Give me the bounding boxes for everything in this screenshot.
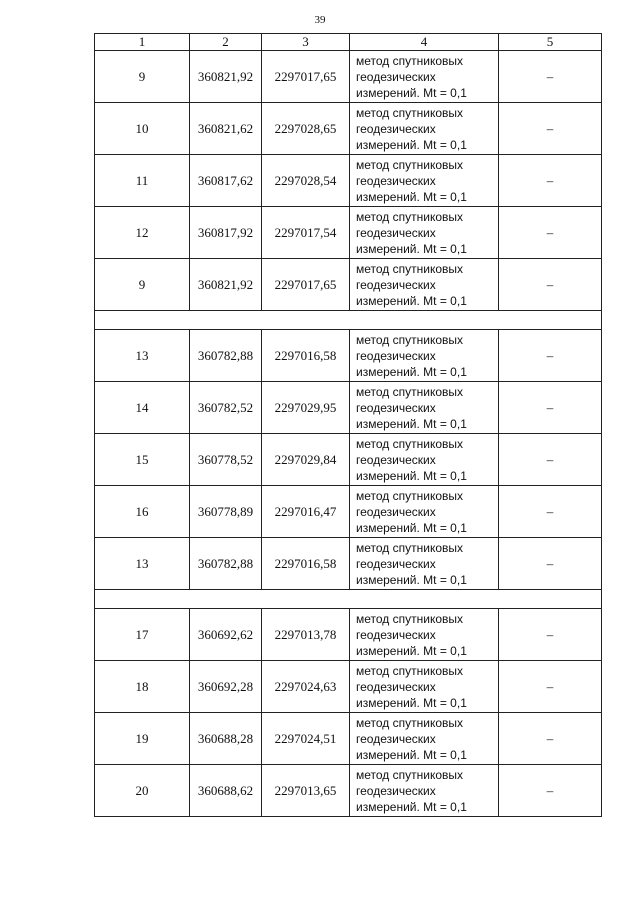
method-text-line3: измерений. Mt = 0,1 [356,468,467,483]
x-coordinate-cell: 360817,92 [190,207,262,259]
coordinates-table [94,33,602,817]
header-col-5: 5 [499,34,602,51]
table-row [95,434,602,486]
point-number-cell: 18 [95,661,190,713]
method-cell [350,330,499,382]
x-coordinate-cell: 360821,92 [190,259,262,311]
method-cell [350,259,499,311]
point-number-cell: 13 [95,330,190,382]
method-text-line3: измерений. Mt = 0,1 [356,416,467,431]
method-text-line1: метод спутниковых [356,767,464,782]
y-coordinate-cell: 2297028,65 [262,103,350,155]
method-text-line1: метод спутниковых [356,540,464,555]
x-coordinate-cell: 360817,62 [190,155,262,207]
method-text-line1: метод спутниковых [356,157,464,172]
method-text-line3: измерений. Mt = 0,1 [356,293,467,308]
x-coordinate-cell: 360782,88 [190,538,262,590]
table-row [95,713,602,765]
method-text-line1: метод спутниковых [356,209,464,224]
group-separator-row [95,590,602,609]
method-text-line1: метод спутниковых [356,53,464,68]
point-number-cell: 20 [95,765,190,817]
header-col-1: 1 [95,34,190,51]
method-cell [350,765,499,817]
method-text-line3: измерений. Mt = 0,1 [356,572,467,587]
group-separator [95,311,602,330]
note-cell: – [499,330,602,382]
y-coordinate-cell: 2297016,58 [262,538,350,590]
note-cell: – [499,609,602,661]
method-text-line2: геодезических [356,783,436,798]
method-text-line3: измерений. Mt = 0,1 [356,747,467,762]
x-coordinate-cell: 360782,88 [190,330,262,382]
x-coordinate-cell: 360821,62 [190,103,262,155]
point-number-cell: 17 [95,609,190,661]
point-number-cell: 9 [95,51,190,103]
note-cell: – [499,103,602,155]
method-text-line2: геодезических [356,627,436,642]
note-cell: – [499,434,602,486]
method-text-line2: геодезических [356,452,436,467]
point-number-cell: 14 [95,382,190,434]
method-cell [350,713,499,765]
method-text-line1: метод спутниковых [356,384,464,399]
method-text-line3: измерений. Mt = 0,1 [356,241,467,256]
method-text-line2: геодезических [356,556,436,571]
method-text-line1: метод спутниковых [356,105,464,120]
method-text-line2: геодезических [356,679,436,694]
y-coordinate-cell: 2297029,95 [262,382,350,434]
method-cell [350,538,499,590]
x-coordinate-cell: 360778,52 [190,434,262,486]
method-text-line1: метод спутниковых [356,663,464,678]
note-cell: – [499,155,602,207]
method-text-line3: измерений. Mt = 0,1 [356,364,467,379]
method-cell [350,103,499,155]
point-number-cell: 11 [95,155,190,207]
header-col-3: 3 [262,34,350,51]
point-number-cell: 9 [95,259,190,311]
table-row [95,103,602,155]
table-row [95,486,602,538]
method-text-line1: метод спутниковых [356,261,464,276]
method-text-line2: геодезических [356,400,436,415]
method-text-line3: измерений. Mt = 0,1 [356,695,467,710]
x-coordinate-cell: 360778,89 [190,486,262,538]
method-text-line1: метод спутниковых [356,436,464,451]
y-coordinate-cell: 2297024,63 [262,661,350,713]
method-text-line2: геодезических [356,173,436,188]
table-row [95,609,602,661]
group-separator [95,590,602,609]
y-coordinate-cell: 2297016,58 [262,330,350,382]
x-coordinate-cell: 360782,52 [190,382,262,434]
y-coordinate-cell: 2297016,47 [262,486,350,538]
method-cell [350,434,499,486]
note-cell: – [499,661,602,713]
y-coordinate-cell: 2297017,65 [262,259,350,311]
group-separator-row [95,311,602,330]
header-col-4: 4 [350,34,499,51]
note-cell: – [499,538,602,590]
method-text-line1: метод спутниковых [356,611,464,626]
method-cell [350,155,499,207]
table-row [95,51,602,103]
note-cell: – [499,51,602,103]
method-text-line3: измерений. Mt = 0,1 [356,799,467,814]
method-text-line2: геодезических [356,277,436,292]
method-text-line3: измерений. Mt = 0,1 [356,137,467,152]
method-text-line2: геодезических [356,348,436,363]
header-col-2: 2 [190,34,262,51]
method-cell [350,207,499,259]
note-cell: – [499,259,602,311]
y-coordinate-cell: 2297017,54 [262,207,350,259]
method-cell [350,382,499,434]
note-cell: – [499,486,602,538]
note-cell: – [499,382,602,434]
table-row [95,765,602,817]
method-text-line1: метод спутниковых [356,488,464,503]
point-number-cell: 10 [95,103,190,155]
method-cell [350,661,499,713]
point-number-cell: 16 [95,486,190,538]
note-cell: – [499,713,602,765]
method-text-line2: геодезических [356,731,436,746]
x-coordinate-cell: 360688,62 [190,765,262,817]
table-row [95,330,602,382]
method-text-line2: геодезических [356,121,436,136]
method-cell [350,609,499,661]
method-text-line2: геодезических [356,504,436,519]
y-coordinate-cell: 2297017,65 [262,51,350,103]
method-text-line1: метод спутниковых [356,715,464,730]
method-text-line3: измерений. Mt = 0,1 [356,85,467,100]
method-text-line3: измерений. Mt = 0,1 [356,189,467,204]
note-cell: – [499,765,602,817]
x-coordinate-cell: 360692,28 [190,661,262,713]
header-row [95,34,602,51]
table-row [95,538,602,590]
y-coordinate-cell: 2297013,78 [262,609,350,661]
table-row [95,155,602,207]
x-coordinate-cell: 360688,28 [190,713,262,765]
point-number-cell: 13 [95,538,190,590]
y-coordinate-cell: 2297028,54 [262,155,350,207]
x-coordinate-cell: 360821,92 [190,51,262,103]
y-coordinate-cell: 2297013,65 [262,765,350,817]
method-text-line3: измерений. Mt = 0,1 [356,643,467,658]
method-cell [350,486,499,538]
table-row [95,382,602,434]
point-number-cell: 12 [95,207,190,259]
page-number: 39 [314,14,326,26]
point-number-cell: 19 [95,713,190,765]
table-row [95,661,602,713]
note-cell: – [499,207,602,259]
method-text-line2: геодезических [356,69,436,84]
method-text-line2: геодезических [356,225,436,240]
table-row [95,259,602,311]
point-number-cell: 15 [95,434,190,486]
x-coordinate-cell: 360692,62 [190,609,262,661]
method-cell [350,51,499,103]
method-text-line1: метод спутниковых [356,332,464,347]
y-coordinate-cell: 2297029,84 [262,434,350,486]
y-coordinate-cell: 2297024,51 [262,713,350,765]
table-row [95,207,602,259]
method-text-line3: измерений. Mt = 0,1 [356,520,467,535]
